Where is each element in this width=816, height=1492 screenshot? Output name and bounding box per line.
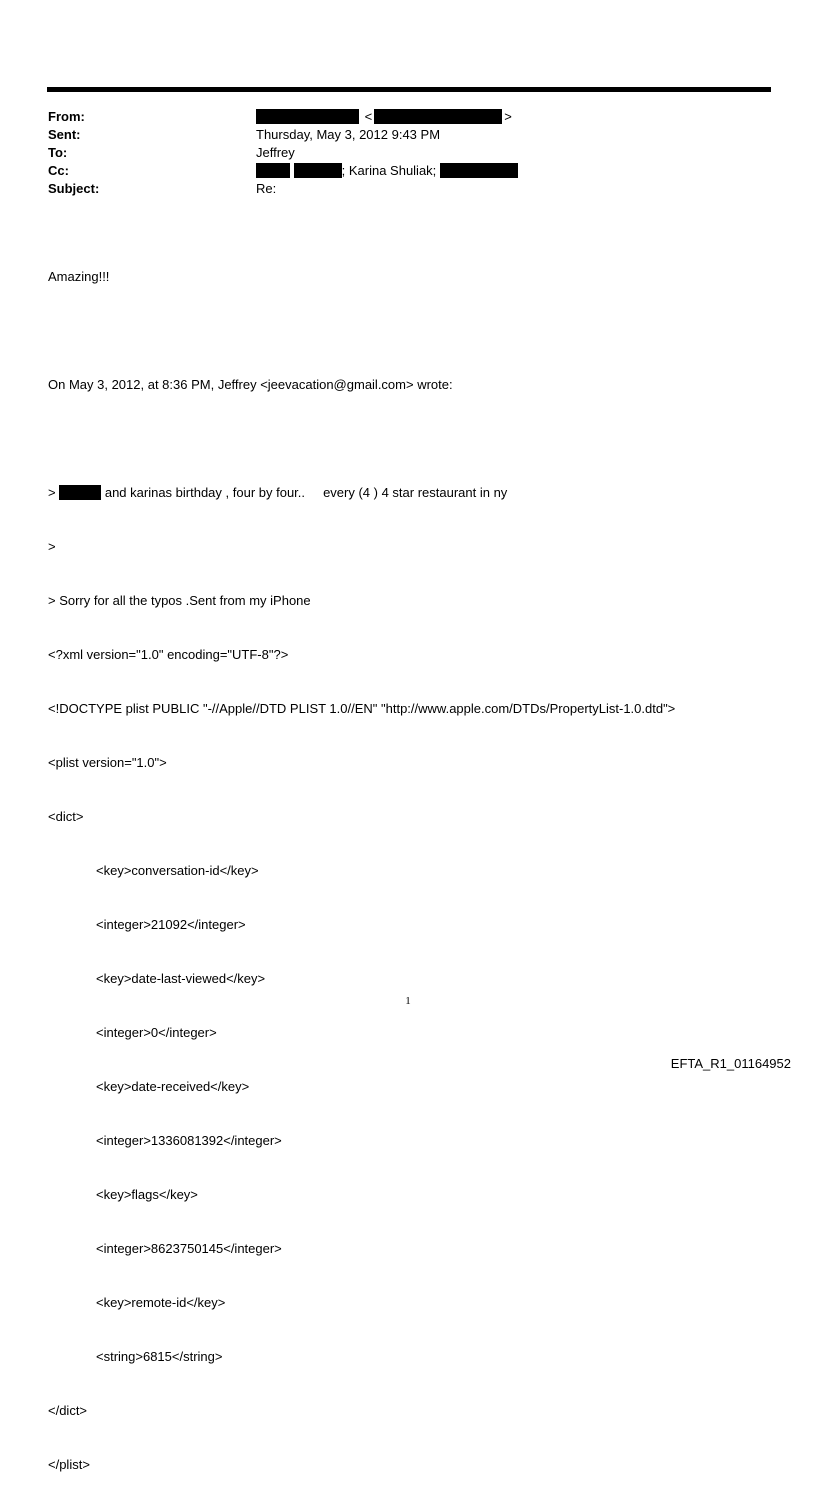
xml-line: <key>remote-id</key>	[96, 1295, 226, 1310]
sent-label: Sent:	[48, 127, 81, 142]
xml-line: <?xml version="1.0" encoding="UTF-8"?>	[48, 647, 289, 662]
redaction-box	[294, 163, 342, 178]
reply-text: Amazing!!!	[48, 269, 110, 284]
sent-value: Thursday, May 3, 2012 9:43 PM	[256, 127, 441, 142]
xml-line: <!DOCTYPE plist PUBLIC "-//Apple//DTD PLIST 1.0//EN" "http://www.apple.com/DTDs/PropertyList-1.0.dtd">	[48, 701, 676, 716]
email-body	[48, 232, 675, 1492]
xml-line: </dict>	[48, 1403, 88, 1418]
cc-value	[256, 162, 518, 180]
redaction-box	[256, 163, 290, 178]
blank-line	[48, 430, 675, 448]
quote-line	[48, 484, 675, 502]
to-value: Jeffrey	[256, 145, 295, 160]
cc-label: Cc:	[48, 163, 69, 178]
from-gt: >	[504, 109, 512, 124]
from-lt: <	[364, 109, 373, 124]
xml-line: </plist>	[48, 1457, 90, 1472]
to-label: To:	[48, 145, 68, 160]
header-rule	[47, 87, 771, 92]
quote-intro: On May 3, 2012, at 8:36 PM, Jeffrey <jeevacation@gmail.com> wrote:	[48, 377, 453, 392]
xml-line: <key>flags</key>	[96, 1187, 198, 1202]
quote-marker: >	[48, 485, 56, 500]
quote-line-text: and karinas birthday , four by four.. every (4 ) 4 star restaurant in ny	[104, 485, 508, 500]
cc-names: ; Karina Shuliak;	[341, 163, 437, 178]
xml-line: <integer>0</integer>	[96, 1025, 217, 1040]
quote-line: >	[48, 539, 56, 554]
quote-line: > Sorry for all the typos .Sent from my iPhone	[48, 593, 311, 608]
redaction-box	[256, 109, 359, 124]
xml-line: <integer>21092</integer>	[96, 917, 246, 932]
xml-line: <key>date-last-viewed</key>	[96, 971, 266, 986]
from-value	[256, 108, 514, 126]
xml-line: <string>6815</string>	[96, 1349, 223, 1364]
xml-line: <integer>1336081392</integer>	[96, 1133, 282, 1148]
redaction-box	[440, 163, 518, 178]
xml-line: <key>conversation-id</key>	[96, 863, 259, 878]
page-number: 1	[405, 995, 411, 1007]
subject-label: Subject:	[48, 181, 100, 196]
blank-line	[48, 322, 675, 340]
xml-line: <integer>8623750145</integer>	[96, 1241, 282, 1256]
bates-number: EFTA_R1_01164952	[670, 1056, 791, 1071]
xml-line: <plist version="1.0">	[48, 755, 167, 770]
redaction-box	[374, 109, 502, 124]
xml-line: <dict>	[48, 809, 84, 824]
xml-line: <key>date-received</key>	[96, 1079, 250, 1094]
from-label: From:	[48, 109, 85, 124]
redaction-box	[59, 485, 101, 500]
subject-value: Re:	[256, 181, 277, 196]
